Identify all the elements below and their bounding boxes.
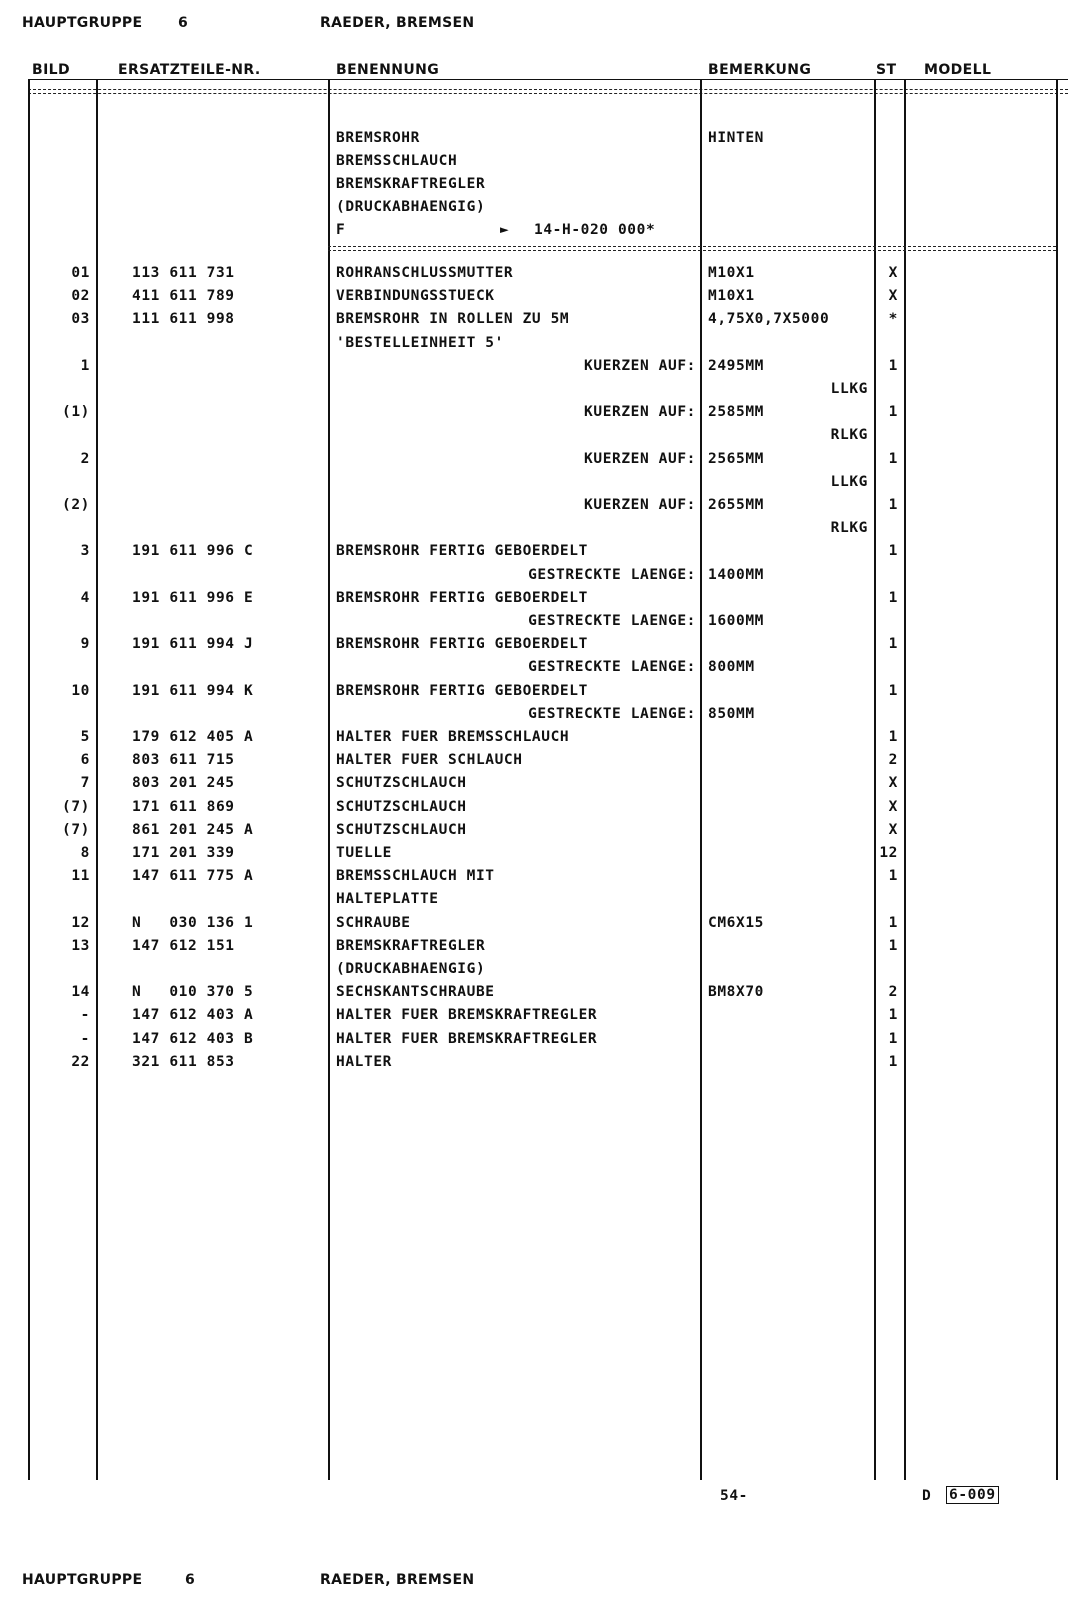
row-name: BREMSKRAFTREGLER (336, 938, 486, 954)
intro-line-2: BREMSSCHLAUCH (336, 153, 458, 169)
intro-f-label: F (336, 222, 346, 238)
row-name: SCHUTZSCHLAUCH (336, 799, 467, 815)
col-divider-bild (96, 80, 98, 1480)
table-border-right (1056, 80, 1058, 1480)
row-part-number: N 010 370 5 (132, 984, 254, 1000)
row-remark: 800MM (708, 659, 755, 675)
intro-line-4: (DRUCKABHAENGIG) (336, 199, 486, 215)
row-bild: (1) (62, 404, 90, 420)
row-name: SCHUTZSCHLAUCH (336, 822, 467, 838)
row-st: 1 (888, 915, 898, 931)
row-st: 1 (888, 451, 898, 467)
intro-rule-bottom (328, 250, 1056, 251)
row-name: TUELLE (336, 845, 392, 861)
row-name: BREMSSCHLAUCH MIT (336, 868, 495, 884)
row-name-right: KUERZEN AUF: (584, 404, 696, 420)
row-bild: 9 (80, 636, 90, 652)
row-bild: 3 (80, 543, 90, 559)
row-bild: (2) (62, 497, 90, 513)
row-remark: 850MM (708, 706, 755, 722)
row-remark: M10X1 (708, 265, 755, 281)
row-part-number: 803 611 715 (132, 752, 235, 768)
row-name: HALTEPLATTE (336, 891, 439, 907)
row-bild: 01 (71, 265, 90, 281)
row-bild: 6 (80, 752, 90, 768)
row-bild: (7) (62, 822, 90, 838)
row-bild: 10 (71, 683, 90, 699)
row-part-number: 803 201 245 (132, 775, 235, 791)
row-st: 1 (888, 590, 898, 606)
row-st: 1 (888, 1031, 898, 1047)
row-st: 1 (888, 868, 898, 884)
row-part-number: 171 201 339 (132, 845, 235, 861)
row-remark-right: LLKG (830, 381, 868, 397)
header-underline (28, 79, 1068, 80)
intro-remark: HINTEN (708, 130, 764, 146)
row-part-number: 191 611 996 C (132, 543, 254, 559)
row-name: SCHUTZSCHLAUCH (336, 775, 467, 791)
row-st: X (888, 265, 898, 281)
col-divider-remark (874, 80, 876, 1480)
row-st: 1 (888, 543, 898, 559)
header-rule-top (28, 89, 1068, 90)
row-st: 1 (888, 1054, 898, 1070)
row-name: SCHRAUBE (336, 915, 411, 931)
next-group-label: HAUPTGRUPPE (22, 1572, 143, 1588)
col-name: BENENNUNG (336, 62, 440, 78)
row-bild: 4 (80, 590, 90, 606)
row-st: X (888, 822, 898, 838)
footer-ref-box: 6-009 (946, 1486, 999, 1504)
row-part-number: 113 611 731 (132, 265, 235, 281)
row-remark: 2495MM (708, 358, 764, 374)
row-name-right: GESTRECKTE LAENGE: (528, 613, 696, 629)
row-part-number: 147 612 151 (132, 938, 235, 954)
col-st: ST (876, 62, 897, 78)
row-name: HALTER FUER BREMSKRAFTREGLER (336, 1031, 598, 1047)
row-st: 2 (888, 984, 898, 1000)
row-bild: - (80, 1031, 90, 1047)
row-bild: 13 (71, 938, 90, 954)
row-bild: 7 (80, 775, 90, 791)
row-bild: 14 (71, 984, 90, 1000)
row-part-number: 179 612 405 A (132, 729, 254, 745)
row-name-right: KUERZEN AUF: (584, 451, 696, 467)
group-number: 6 (178, 15, 189, 31)
row-bild: 22 (71, 1054, 90, 1070)
row-remark: 2565MM (708, 451, 764, 467)
row-bild: - (80, 1007, 90, 1023)
row-bild: 02 (71, 288, 90, 304)
next-group-number: 6 (185, 1572, 196, 1588)
row-part-number: 147 611 775 A (132, 868, 254, 884)
row-st: X (888, 288, 898, 304)
row-name: 'BESTELLEINHEIT 5' (336, 335, 504, 351)
row-bild: 1 (80, 358, 90, 374)
row-part-number: 321 611 853 (132, 1054, 235, 1070)
row-name-right: GESTRECKTE LAENGE: (528, 659, 696, 675)
intro-f-value: 14-H-020 000* (534, 222, 656, 238)
row-st: 1 (888, 938, 898, 954)
row-name: (DRUCKABHAENGIG) (336, 961, 486, 977)
row-part-number: 191 611 996 E (132, 590, 254, 606)
row-name: HALTER FUER SCHLAUCH (336, 752, 523, 768)
group-label: HAUPTGRUPPE (22, 15, 143, 31)
row-remark: M10X1 (708, 288, 755, 304)
row-part-number: 191 611 994 K (132, 683, 254, 699)
row-bild: 5 (80, 729, 90, 745)
col-divider-name (700, 80, 702, 1480)
row-bild: (7) (62, 799, 90, 815)
row-remark: BM8X70 (708, 984, 764, 1000)
row-st: 1 (888, 404, 898, 420)
row-remark: 2655MM (708, 497, 764, 513)
row-name: BREMSROHR FERTIG GEBOERDELT (336, 683, 588, 699)
intro-arrow: ► (500, 222, 510, 238)
row-remark: 1400MM (708, 567, 764, 583)
row-name: ROHRANSCHLUSSMUTTER (336, 265, 514, 281)
row-part-number: 111 611 998 (132, 311, 235, 327)
row-name: BREMSROHR IN ROLLEN ZU 5M (336, 311, 570, 327)
row-bild: 8 (80, 845, 90, 861)
row-st: X (888, 799, 898, 815)
col-divider-st (904, 80, 906, 1480)
next-group-title: RAEDER, BREMSEN (320, 1572, 475, 1588)
row-name: HALTER (336, 1054, 392, 1070)
intro-line-1: BREMSROHR (336, 130, 420, 146)
row-remark-right: RLKG (830, 427, 868, 443)
row-st: 1 (888, 497, 898, 513)
table-border-left (28, 80, 30, 1480)
row-remark-right: LLKG (830, 474, 868, 490)
row-name: SECHSKANTSCHRAUBE (336, 984, 495, 1000)
row-st: 1 (888, 683, 898, 699)
col-remark: BEMERKUNG (708, 62, 812, 78)
row-remark: CM6X15 (708, 915, 764, 931)
row-part-number: 171 611 869 (132, 799, 235, 815)
row-remark: 2585MM (708, 404, 764, 420)
row-name: HALTER FUER BREMSSCHLAUCH (336, 729, 570, 745)
intro-line-3: BREMSKRAFTREGLER (336, 176, 486, 192)
row-bild: 11 (71, 868, 90, 884)
row-name: BREMSROHR FERTIG GEBOERDELT (336, 543, 588, 559)
page-number: 54- (720, 1488, 748, 1504)
row-st: 2 (888, 752, 898, 768)
row-part-number: 411 611 789 (132, 288, 235, 304)
row-remark: 4,75X0,7X5000 (708, 311, 830, 327)
intro-rule-top (328, 246, 1056, 247)
row-part-number: 147 612 403 B (132, 1031, 254, 1047)
row-part-number: 861 201 245 A (132, 822, 254, 838)
row-remark-right: RLKG (830, 520, 868, 536)
row-part-number: 147 612 403 A (132, 1007, 254, 1023)
footer-d-label: D (922, 1488, 932, 1504)
row-bild: 12 (71, 915, 90, 931)
row-name-right: KUERZEN AUF: (584, 497, 696, 513)
row-bild: 2 (80, 451, 90, 467)
row-st: 1 (888, 358, 898, 374)
row-st: 12 (879, 845, 898, 861)
row-name: HALTER FUER BREMSKRAFTREGLER (336, 1007, 598, 1023)
row-part-number: N 030 136 1 (132, 915, 254, 931)
row-st: 1 (888, 1007, 898, 1023)
col-model: MODELL (924, 62, 992, 78)
row-st: * (888, 311, 898, 327)
row-part-number: 191 611 994 J (132, 636, 254, 652)
header-rule-bottom (28, 93, 1068, 94)
row-remark: 1600MM (708, 613, 764, 629)
row-st: 1 (888, 729, 898, 745)
row-st: 1 (888, 636, 898, 652)
row-st: X (888, 775, 898, 791)
row-name-right: KUERZEN AUF: (584, 358, 696, 374)
group-title: RAEDER, BREMSEN (320, 15, 475, 31)
col-divider-part (328, 80, 330, 1480)
row-bild: 03 (71, 311, 90, 327)
row-name: BREMSROHR FERTIG GEBOERDELT (336, 590, 588, 606)
col-bild: BILD (32, 62, 71, 78)
row-name: BREMSROHR FERTIG GEBOERDELT (336, 636, 588, 652)
row-name-right: GESTRECKTE LAENGE: (528, 567, 696, 583)
col-part-no: ERSATZTEILE-NR. (118, 62, 261, 78)
row-name: VERBINDUNGSSTUECK (336, 288, 495, 304)
row-name-right: GESTRECKTE LAENGE: (528, 706, 696, 722)
